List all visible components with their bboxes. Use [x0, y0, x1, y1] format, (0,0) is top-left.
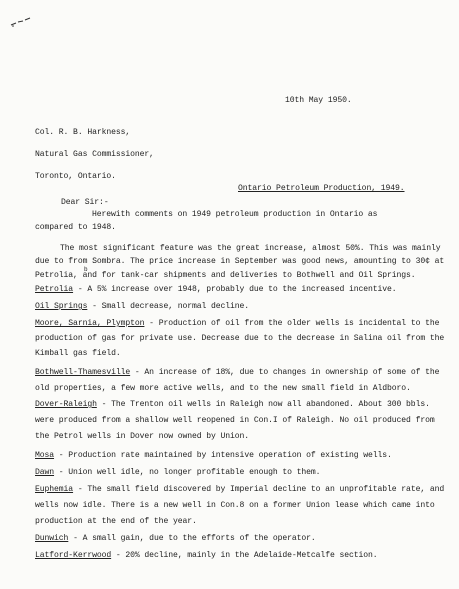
- entry-text: - Production rate maintained by intensive operation of existing wells.: [54, 451, 392, 460]
- entry-dover-cont-2: [35, 432, 249, 441]
- entry-euphemia: [35, 485, 444, 494]
- entry-text: production of gas for private use. Decrease due to the decrease in Salina oil from the: [35, 334, 445, 343]
- letter-date: 10th May 1950.: [285, 96, 352, 105]
- entry-text: wells now idle. There is a new well in Con.8 on a former Union lease which came into: [35, 501, 435, 510]
- entry-bothwell-cont: [35, 384, 411, 393]
- entry-petrolia: [35, 285, 397, 294]
- entry-moore-cont-1: [35, 334, 444, 343]
- entry-label: Dover-Raleigh: [35, 400, 97, 409]
- entry-text: - Production of oil from the older wells is incidental to the: [144, 319, 440, 328]
- paragraph1-line-3: Petrolia, and for tank-car shipments and deliveries to Bothwell and Oil Springs.: [35, 271, 416, 280]
- entry-text: - Small decrease, normal decline.: [87, 302, 250, 311]
- entry-text: - The small field discovered by Imperial decline to an unprofitable rate, and: [73, 485, 445, 494]
- entry-dover-cont-1: [35, 416, 435, 425]
- entry-text: production at the end of the year.: [35, 517, 197, 526]
- intro-line-2: compared to 1948.: [35, 223, 116, 232]
- entry-label: Moore, Sarnia, Plympton: [35, 319, 145, 328]
- entry-bothwell: [35, 368, 439, 377]
- entry-label: Dawn: [35, 468, 55, 477]
- entry-text: - A small gain, due to the efforts of the operator.: [68, 534, 316, 543]
- entry-label: Mosa: [35, 451, 55, 460]
- entry-label: Oil Springs: [35, 302, 88, 311]
- insertion-mark: b: [84, 266, 88, 273]
- salutation: Dear Sir:-: [61, 198, 109, 207]
- entry-dawn: [35, 468, 320, 477]
- addressee-line-2: Natural Gas Commissioner,: [35, 150, 154, 159]
- entry-label: Euphemia: [35, 485, 74, 494]
- entry-text: - The Trenton oil wells in Raleigh now all abandoned. About 300 bbls.: [96, 400, 430, 409]
- entry-label: Latford-Kerrwood: [35, 551, 112, 560]
- entry-moore-cont-2: [35, 349, 121, 358]
- entry-text: Kimball gas field.: [35, 349, 121, 358]
- entry-oil-springs: [35, 302, 249, 311]
- entry-label: Bothwell-Thamesville: [35, 368, 131, 377]
- entry-text: - Union well idle, no longer profitable enough to them.: [54, 468, 321, 477]
- entry-text: - 20% decline, mainly in the Adelaide-Metcalfe section.: [111, 551, 378, 560]
- entry-text: - An increase of 18%, due to changes in ownership of some of the: [130, 368, 440, 377]
- entry-dover-raleigh: [35, 400, 430, 409]
- entry-moore: [35, 319, 439, 328]
- entry-latford-kerrwood: [35, 551, 378, 560]
- entry-text: the Petrol wells in Dover now owned by Union.: [35, 432, 250, 441]
- subject-line: Ontario Petroleum Production, 1949.: [238, 184, 405, 193]
- entry-label: Dunwich: [35, 534, 69, 543]
- addressee-line-3: Toronto, Ontario.: [35, 172, 116, 181]
- entry-euphemia-cont-1: [35, 501, 435, 510]
- entry-dunwich: [35, 534, 316, 543]
- entry-text: old properties, a few more active wells, and to the new small field in Aldboro.: [35, 384, 411, 393]
- entry-text: were produced from a shallow well reopened in Con.I of Raleigh. No oil produced from: [35, 416, 435, 425]
- entry-euphemia-cont-2: [35, 517, 197, 526]
- entry-label: Petrolia: [35, 285, 74, 294]
- pen-mark: [10, 14, 36, 28]
- entry-text: - A 5% increase over 1948, probably due to the increased incentive.: [73, 285, 397, 294]
- paragraph1-line-2: due to from Sombra. The price increase in September was good news, amounting to 30¢ at: [35, 257, 445, 266]
- addressee-line-1: Col. R. B. Harkness,: [35, 128, 131, 137]
- entry-mosa: [35, 451, 392, 460]
- paragraph1-line-1: The most significant feature was the great increase, almost 50%. This was mainly: [60, 244, 441, 253]
- intro-line-1: Herewith comments on 1949 petroleum production in Ontario as: [92, 210, 378, 219]
